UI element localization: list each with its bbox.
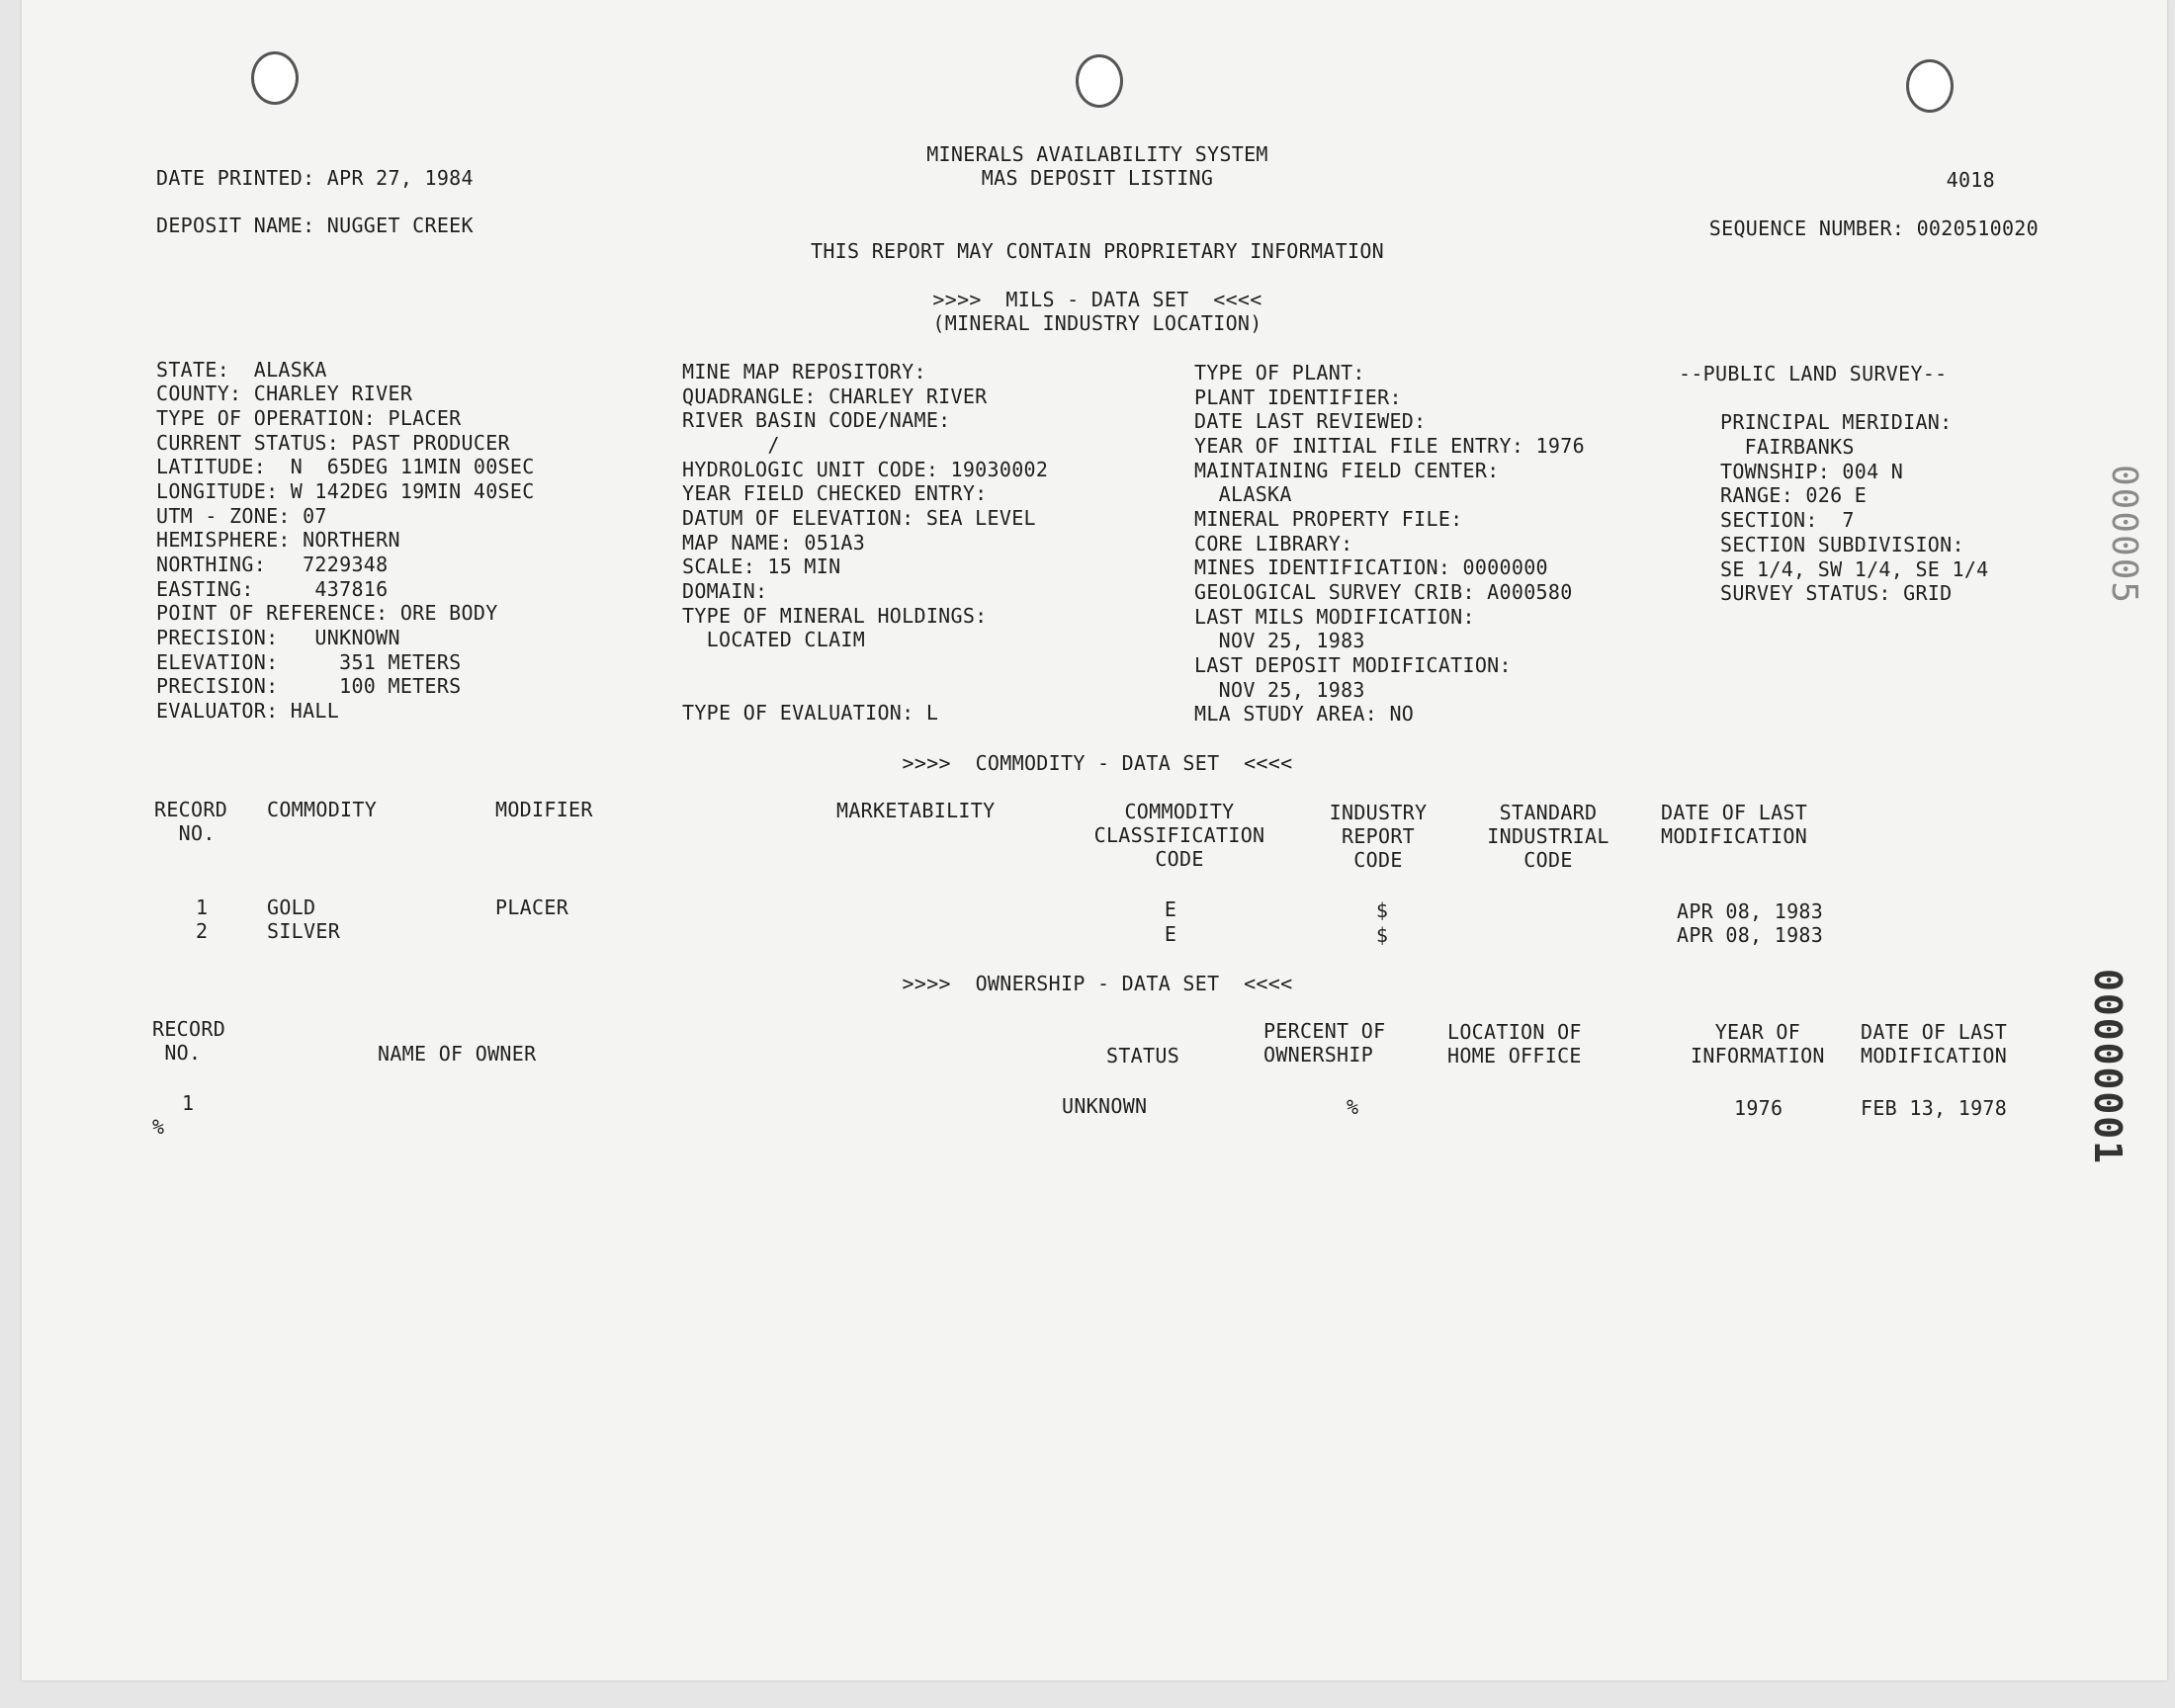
field-line: DATE LAST REVIEWED: bbox=[1194, 409, 1427, 433]
ownership-percent: % bbox=[1347, 1095, 1359, 1119]
field-line: LOCATED CLAIM bbox=[682, 628, 866, 651]
field-line: MINE MAP REPOSITORY: bbox=[682, 360, 926, 384]
col-header-percent: PERCENT OF OWNERSHIP bbox=[1263, 1019, 1386, 1067]
field-line: UTM - ZONE: 07 bbox=[156, 504, 327, 528]
col-header-industry: INDUSTRY REPORT CODE bbox=[1329, 801, 1428, 872]
owner-status: UNKNOWN bbox=[1062, 1094, 1148, 1118]
col-header-year: YEAR OF INFORMATION bbox=[1691, 1020, 1825, 1068]
field-line: CURRENT STATUS: PAST PRODUCER bbox=[156, 431, 510, 455]
land-survey-title: --PUBLIC LAND SURVEY-- bbox=[1679, 362, 1948, 385]
col-header-owner: NAME OF OWNER bbox=[378, 1042, 537, 1066]
col-header-date: DATE OF LAST MODIFICATION bbox=[1661, 801, 1808, 848]
evaluation-type: TYPE OF EVALUATION: L bbox=[682, 701, 939, 725]
field-line: DATUM OF ELEVATION: SEA LEVEL bbox=[682, 506, 1036, 530]
field-line: DOMAIN: bbox=[682, 579, 768, 603]
field-line: ALASKA bbox=[1194, 482, 1292, 506]
industry-code: $ bbox=[1375, 898, 1389, 922]
field-line: PRINCIPAL MERIDIAN: bbox=[1720, 410, 1953, 434]
field-line: SECTION SUBDIVISION: bbox=[1720, 533, 1964, 556]
field-line: TOWNSHIP: 004 N bbox=[1720, 460, 1904, 483]
field-line: CORE LIBRARY: bbox=[1194, 532, 1353, 555]
trailing-percent: % bbox=[152, 1115, 165, 1139]
field-line: COUNTY: CHARLEY RIVER bbox=[156, 382, 413, 405]
system-title: MINERALS AVAILABILITY SYSTEM bbox=[926, 142, 1268, 166]
punch-hole-center bbox=[1076, 54, 1123, 108]
col-header-status: STATUS bbox=[1106, 1044, 1180, 1068]
field-line: MINES IDENTIFICATION: 0000000 bbox=[1194, 555, 1548, 579]
field-line: MLA STUDY AREA: NO bbox=[1194, 702, 1415, 726]
col-header-classification: COMMODITY CLASSIFICATION CODE bbox=[1093, 800, 1265, 871]
modification-date: APR 08, 1983 bbox=[1677, 923, 1824, 947]
field-line: RANGE: 026 E bbox=[1720, 483, 1868, 507]
field-line: / bbox=[682, 433, 780, 457]
field-line: GEOLOGICAL SURVEY CRIB: A000580 bbox=[1194, 580, 1573, 604]
field-line: LATITUDE: N 65DEG 11MIN 00SEC bbox=[156, 455, 535, 478]
record-no: 1 bbox=[182, 1091, 195, 1115]
field-line: PRECISION: UNKNOWN bbox=[156, 626, 400, 649]
record-no: 1 bbox=[196, 896, 209, 919]
punch-hole-right bbox=[1906, 59, 1954, 113]
field-line: SE 1/4, SW 1/4, SE 1/4 bbox=[1720, 557, 1989, 581]
col-header-marketability: MARKETABILITY bbox=[836, 799, 996, 822]
field-line: YEAR OF INITIAL FILE ENTRY: 1976 bbox=[1194, 434, 1585, 458]
document-page bbox=[22, 0, 2167, 1680]
field-line: HYDROLOGIC UNIT CODE: 19030002 bbox=[682, 458, 1049, 481]
field-line: FAIRBANKS bbox=[1720, 435, 1855, 459]
proprietary-notice: THIS REPORT MAY CONTAIN PROPRIETARY INFORMATION bbox=[810, 239, 1385, 263]
commodity-name: GOLD bbox=[267, 896, 316, 919]
field-line: LAST MILS MODIFICATION: bbox=[1194, 605, 1475, 629]
field-line: SCALE: 15 MIN bbox=[682, 555, 841, 578]
field-line: NORTHING: 7229348 bbox=[156, 553, 389, 576]
field-line: POINT OF REFERENCE: ORE BODY bbox=[156, 601, 498, 625]
commodity-section-title: >>>> COMMODITY - DATA SET <<<< bbox=[902, 751, 1293, 775]
record-no: 2 bbox=[196, 919, 209, 943]
classification-code: E bbox=[1164, 922, 1177, 946]
modifier: PLACER bbox=[495, 896, 569, 919]
field-line: NOV 25, 1983 bbox=[1194, 629, 1365, 652]
field-line: MAP NAME: 051A3 bbox=[682, 531, 866, 555]
listing-title: MAS DEPOSIT LISTING bbox=[981, 166, 1214, 190]
industry-code: $ bbox=[1375, 923, 1389, 947]
field-line: STATE: ALASKA bbox=[156, 358, 327, 382]
mils-section-subtitle: (MINERAL INDUSTRY LOCATION) bbox=[932, 311, 1262, 335]
field-line: HEMISPHERE: NORTHERN bbox=[156, 528, 400, 552]
col-header-location: LOCATION OF HOME OFFICE bbox=[1447, 1020, 1582, 1068]
field-line: NOV 25, 1983 bbox=[1194, 678, 1365, 702]
field-line: EVALUATOR: HALL bbox=[156, 699, 340, 723]
modification-date: APR 08, 1983 bbox=[1677, 899, 1824, 923]
field-line: ELEVATION: 351 METERS bbox=[156, 650, 462, 674]
field-line: TYPE OF PLANT: bbox=[1194, 361, 1365, 384]
classification-code: E bbox=[1164, 897, 1177, 921]
col-header-record: RECORD NO. bbox=[154, 798, 228, 845]
col-header-date: DATE OF LAST MODIFICATION bbox=[1861, 1020, 2008, 1068]
ownership-section-title: >>>> OWNERSHIP - DATA SET <<<< bbox=[902, 972, 1293, 995]
information-year: 1976 bbox=[1734, 1096, 1784, 1120]
field-line: MAINTAINING FIELD CENTER: bbox=[1194, 459, 1500, 482]
field-line: YEAR FIELD CHECKED ENTRY: bbox=[682, 481, 988, 505]
date-printed: DATE PRINTED: APR 27, 1984 bbox=[156, 166, 474, 190]
field-line: RIVER BASIN CODE/NAME: bbox=[682, 408, 951, 432]
mils-section-title: >>>> MILS - DATA SET <<<< bbox=[932, 288, 1262, 311]
col-header-sic: STANDARD INDUSTRIAL CODE bbox=[1487, 801, 1610, 872]
sequence-number: SEQUENCE NUMBER: 0020510020 bbox=[1708, 216, 2039, 240]
margin-stamp-lower: 00000001 bbox=[2086, 969, 2130, 1166]
field-line: EASTING: 437816 bbox=[156, 577, 389, 601]
commodity-name: SILVER bbox=[267, 919, 341, 943]
modification-date: FEB 13, 1978 bbox=[1861, 1096, 2008, 1120]
field-line: SECTION: 7 bbox=[1720, 508, 1855, 532]
margin-stamp-upper: 000005 bbox=[2104, 465, 2144, 606]
field-line: PRECISION: 100 METERS bbox=[156, 674, 462, 698]
field-line: LAST DEPOSIT MODIFICATION: bbox=[1194, 653, 1512, 677]
col-header-record: RECORD NO. bbox=[152, 1017, 226, 1065]
field-line: TYPE OF OPERATION: PLACER bbox=[156, 406, 462, 430]
page-number: 4018 bbox=[1946, 168, 1995, 192]
punch-hole-left bbox=[251, 51, 299, 105]
field-line: LONGITUDE: W 142DEG 19MIN 40SEC bbox=[156, 479, 535, 503]
field-line: MINERAL PROPERTY FILE: bbox=[1194, 507, 1463, 531]
field-line: TYPE OF MINERAL HOLDINGS: bbox=[682, 604, 988, 628]
col-header-modifier: MODIFIER bbox=[495, 798, 593, 821]
field-line: PLANT IDENTIFIER: bbox=[1194, 385, 1402, 409]
field-line: SURVEY STATUS: GRID bbox=[1720, 581, 1953, 605]
col-header-commodity: COMMODITY bbox=[267, 798, 378, 821]
field-line: QUADRANGLE: CHARLEY RIVER bbox=[682, 384, 988, 408]
deposit-name: DEPOSIT NAME: NUGGET CREEK bbox=[156, 214, 474, 237]
